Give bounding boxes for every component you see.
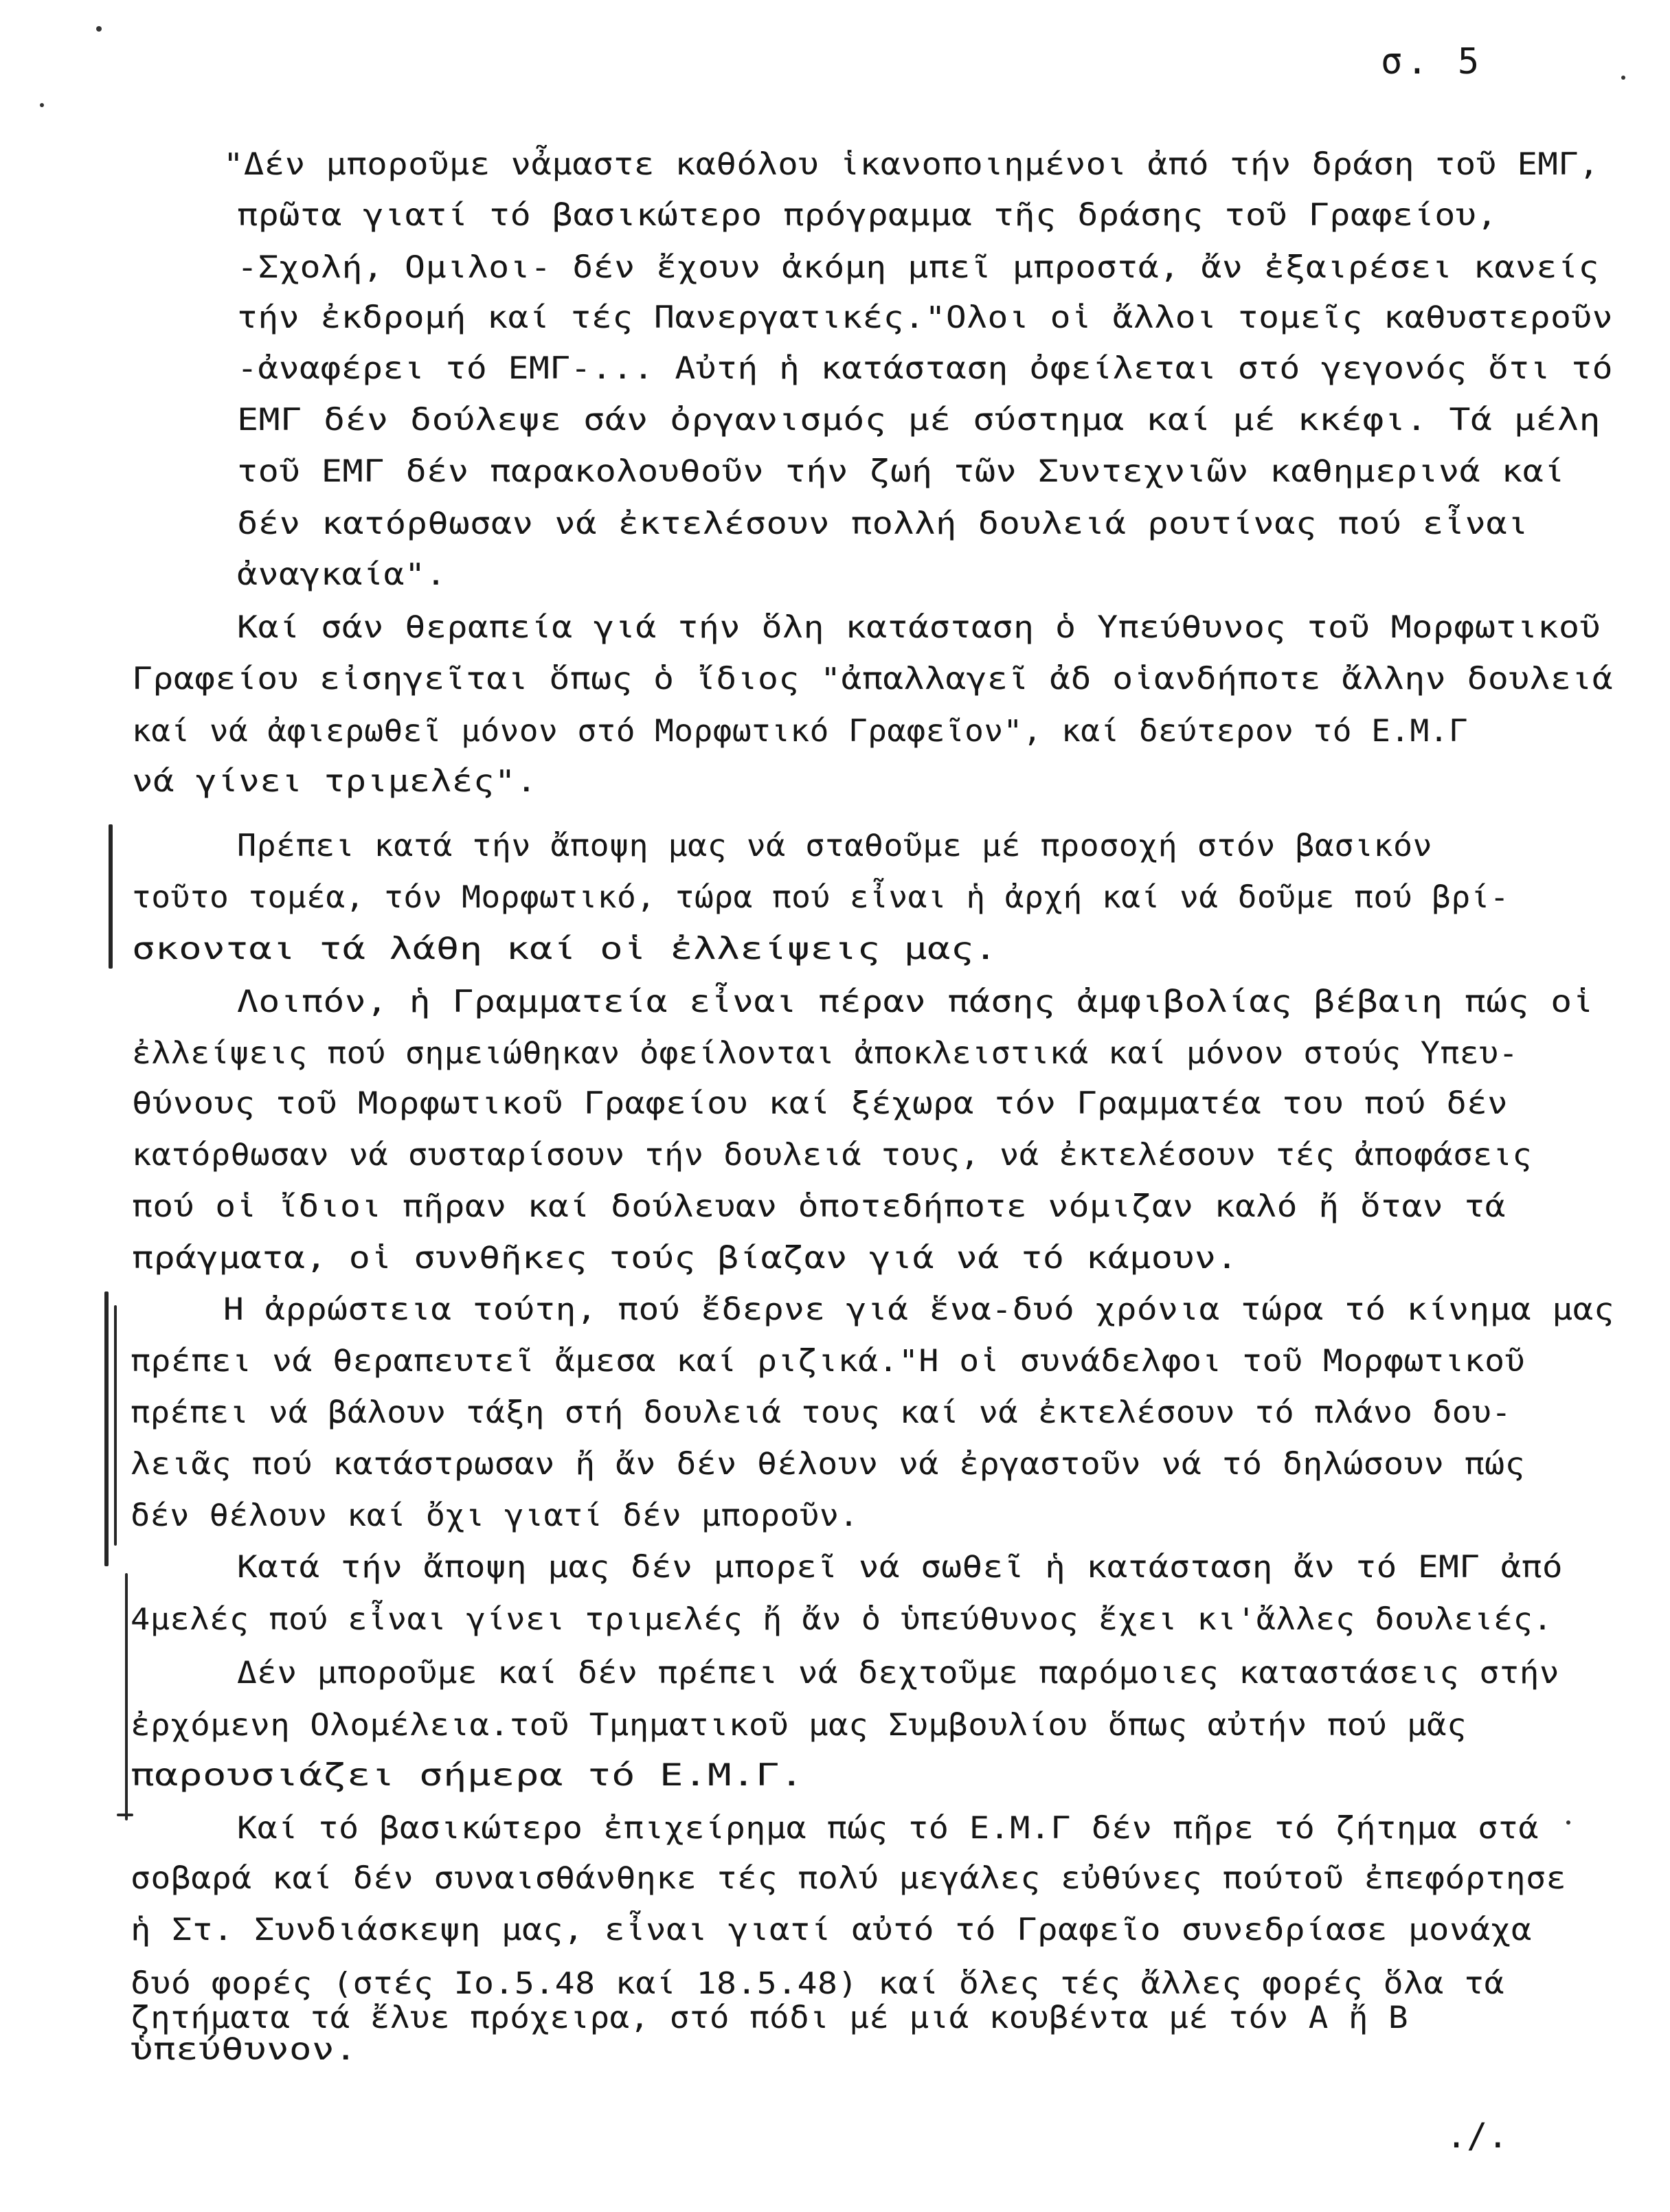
scan-speck [96, 26, 102, 32]
page-number: σ. 5 [1381, 41, 1484, 82]
margin-bracket [114, 1305, 117, 1546]
text-line: "Δέν μποροῦμε νἆμαστε καθόλου ἱκανοποιημένοι ἀπό τήν δράση τοῦ ΕΜΓ, [223, 147, 1600, 182]
text-line: κατόρθωσαν νά συσταρίσουν τήν δουλειά τους, νά ἐκτελέσουν τές ἀποφάσεις [132, 1138, 1533, 1173]
text-line: ὑπεύθυνον. [131, 2032, 358, 2067]
text-line: ζητήματα τά ἔλυε πρόχειρα, στό πόδι μέ μιά κουβέντα μέ τόν Α ἤ Β [131, 2000, 1409, 2035]
text-line: Πρέπει κατά τήν ἄποψη μας νά σταθοῦμε μέ προσοχή στόν βασικόν [237, 828, 1433, 864]
scan-speck [1621, 76, 1625, 80]
text-line: λειᾶς πού κατάστρωσαν ἤ ἄν δέν θέλουν νά ἐργαστοῦν νά τό δηλώσουν πώς [131, 1447, 1526, 1482]
text-line: ἀναγκαία". [237, 557, 447, 592]
text-line: -ἀναφέρει τό ΕΜΓ-... Αὐτή ἡ κατάσταση ὀφείλεται στό γεγονός ὅτι τό [237, 351, 1614, 386]
text-line: Λοιπόν, ἡ Γραμματεία εἶναι πέραν πάσης ἀμφιβολίας βέβαιη πώς οἱ [237, 984, 1594, 1019]
margin-bracket-hook [117, 1814, 133, 1816]
margin-bracket [104, 1291, 109, 1566]
text-line: τοῦτο τομέα, τόν Μορφωτικό, τώρα πού εἶναι ἡ ἀρχή καί νά δοῦμε πού βρί- [132, 880, 1510, 915]
text-line: ἡ Στ. Συνδιάσκεψη μας, εἶναι γιατί αὐτό τό Γραφεῖο συνεδρίασε μονάχα [131, 1912, 1532, 1948]
text-line: πράγματα, οἱ συνθῆκες τούς βίαζαν γιά νά τό κάμουν. [132, 1241, 1239, 1276]
text-line: δέν θέλουν καί ὄχι γιατί δέν μποροῦν. [131, 1498, 859, 1533]
text-line: παρουσιάζει σήμερα τό Ε.Μ.Γ. [131, 1758, 804, 1793]
text-line: Κατά τήν ἄποψη μας δέν μπορεῖ νά σωθεῖ ἡ κατάσταση ἄν τό ΕΜΓ ἀπό [237, 1550, 1564, 1585]
text-line: Η ἀρρώστεια τούτη, πού ἔδερνε γιά ἕνα-δυό χρόνια τώρα τό κίνημα μας [223, 1292, 1615, 1327]
text-line: πού οἱ ἴδιοι πῆραν καί δούλευαν ὁποτεδήποτε νόμιζαν καλό ἤ ὅταν τά [132, 1189, 1506, 1224]
scan-speck [40, 103, 44, 107]
text-line: θύνους τοῦ Μορφωτικοῦ Γραφείου καί ξέχωρα τόν Γραμματέα του πού δέν [132, 1086, 1509, 1121]
text-line: Γραφείου εἰσηγεῖται ὅπως ὁ ἴδιος "ἀπαλλαγεῖ ἀδ οἱανδήποτε ἄλλην δουλειά [132, 662, 1614, 697]
text-line: Καί τό βασικώτερο ἐπιχείρημα πώς τό Ε.Μ.Γ δέν πῆρε τό ζήτημα στά [237, 1811, 1539, 1846]
text-line: νά γίνει τριμελές". [132, 764, 538, 799]
text-line: 4μελές πού εἶναι γίνει τριμελές ἤ ἄν ὁ ὑπεύθυνος ἔχει κι'ἄλλες δουλειές. [131, 1602, 1553, 1637]
text-line: δυό φορές (στές Ιο.5.48 καί 18.5.48) καί ὅλες τές ἄλλες φορές ὅλα τά [131, 1966, 1505, 2001]
text-line: δέν κατόρθωσαν νά ἐκτελέσουν πολλή δουλειά ρουτίνας πού εἶναι [237, 506, 1528, 541]
text-line: πρέπει νά βάλουν τάξη στή δουλειά τους καί νά ἐκτελέσουν τό πλάνο δου- [131, 1395, 1511, 1430]
text-line: -Σχολή, Ομιλοι- δέν ἔχουν ἀκόμη μπεῖ μπροστά, ἄν ἐξαιρέσει κανείς [237, 250, 1599, 285]
margin-bracket [125, 1573, 128, 1820]
text-line: πρῶτα γιατί τό βασικώτερο πρόγραμμα τῆς δράσης τοῦ Γραφείου, [237, 198, 1498, 233]
text-line: Καί σάν θεραπεία γιά τήν ὅλη κατάσταση ὁ Υπεύθυνος τοῦ Μορφωτικοῦ [237, 610, 1601, 645]
text-line: Δέν μποροῦμε καί δέν πρέπει νά δεχτοῦμε παρόμοιες καταστάσεις στήν [237, 1656, 1560, 1691]
scan-speck [1566, 1820, 1570, 1825]
continuation-mark: ./. [1446, 2116, 1509, 2156]
text-line: καί νά ἀφιερωθεῖ μόνον στό Μορφωτικό Γραφεῖον", καί δεύτερον τό Ε.Μ.Γ [132, 714, 1469, 749]
text-line: σοβαρά καί δέν συναισθάνθηκε τές πολύ μεγάλες εὐθύνες πούτοῦ ἐπεφόρτησε [131, 1861, 1567, 1896]
text-line: ἐλλείψεις πού σημειώθηκαν ὀφείλονται ἀποκλειστικά καί μόνον στούς Υπευ- [132, 1036, 1519, 1071]
text-line: πρέπει νά θεραπευτεῖ ἄμεσα καί ριζικά."Η οἱ συνάδελφοι τοῦ Μορφωτικοῦ [131, 1344, 1526, 1379]
text-line: σκονται τά λάθη καί οἱ ἐλλείψεις μας. [132, 932, 998, 967]
text-line: ΕΜΓ δέν δούλεψε σάν ὀργανισμός μέ σύστημα καί μέ κκέφι. Τά μέλη [237, 403, 1601, 438]
margin-bracket [109, 824, 113, 969]
text-line: τοῦ ΕΜΓ δέν παρακολουθοῦν τήν ζωή τῶν Συντεχνιῶν καθημερινά καί [237, 454, 1565, 489]
text-line: ἐρχόμενη Ολομέλεια.τοῦ Τμηματικοῦ μας Συμβουλίου ὅπως αὐτήν πού μᾶς [131, 1708, 1467, 1743]
text-line: τήν ἐκδρομή καί τές Πανεργατικές."Ολοι οἱ ἄλλοι τομεῖς καθυστεροῦν [237, 300, 1614, 335]
